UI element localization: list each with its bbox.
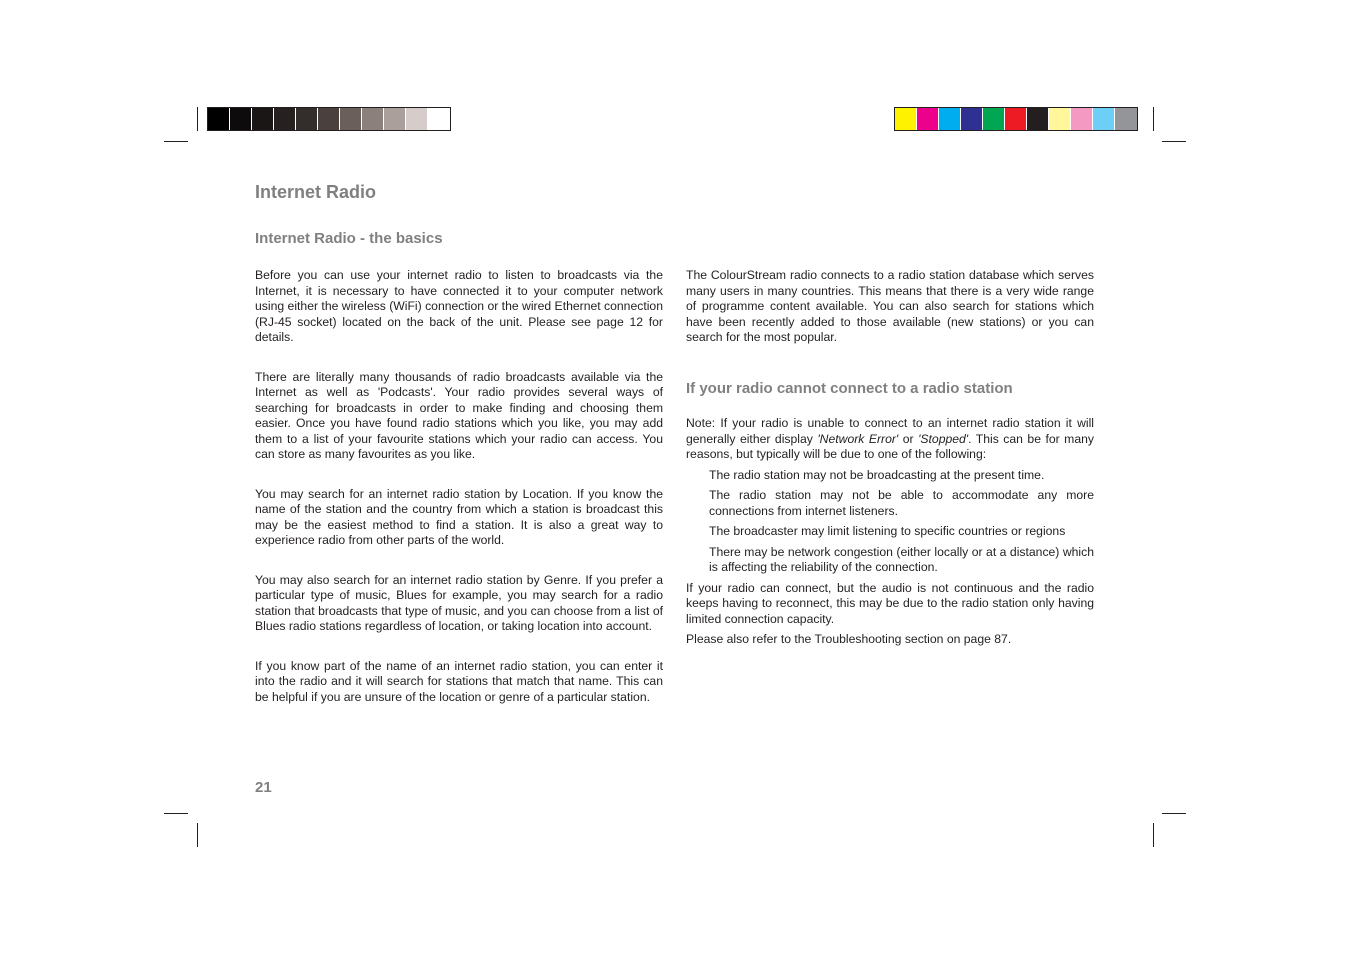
paragraph: Please also refer to the Troubleshooting section on page 87. [686,632,1012,646]
list-item: The radio station may not be broadcasting at the present time. [709,467,1045,482]
paragraph: Before you can use your internet radio to listen to broadcasts via the Internet, it is necessary to have connected it to your computer network using either the wireless (WiFi) connection or the wired Ethernet connection (RJ-45 socket) located on the back of the unit. Please see page 12 for details. [255,268,663,344]
note-text: . This can be for many reasons, but typically will be due to one of the following: [686,431,1094,461]
list-item: The broadcaster may limit listening to specific countries or regions [709,524,1066,538]
color-swatch [1115,108,1137,130]
error-message-stopped: 'Stopped' [918,431,969,446]
process-color-bar [894,107,1138,131]
color-swatch [983,108,1005,130]
color-swatch [296,108,318,130]
error-message-network: 'Network Error' [817,431,899,446]
color-swatch [961,108,983,130]
crop-mark [164,813,188,814]
color-swatch [1093,108,1115,130]
crop-mark [1153,107,1154,131]
note-text: or [898,431,919,446]
color-swatch [428,108,450,130]
section-heading: Internet Radio - the basics [255,230,443,247]
right-column [686,268,1094,346]
color-swatch [895,108,917,130]
color-swatch [230,108,252,130]
color-swatch [1027,108,1049,130]
list-item: The radio station may not be able to accommodate any more connections from internet listeners. [709,488,1094,518]
troubleshooting-heading: If your radio cannot connect to a radio station [686,380,1013,397]
grayscale-color-bar [207,107,451,131]
crop-mark [197,823,198,847]
color-swatch [917,108,939,130]
crop-mark [1153,823,1154,847]
page-number: 21 [255,779,272,796]
page-title: Internet Radio [255,182,377,202]
color-swatch [406,108,428,130]
color-swatch [362,108,384,130]
color-swatch [384,108,406,130]
paragraph: If your radio can connect, but the audio is not continuous and the radio keeps having to reconnect, this may be due to the radio station only having limited connection capacity. [686,580,1094,626]
troubleshooting-body [686,416,1094,648]
crop-mark [164,141,188,142]
color-swatch [252,108,274,130]
color-swatch [1071,108,1093,130]
color-swatch [939,108,961,130]
paragraph: If you know part of the name of an internet radio station, you can enter it into the radio and it will search for stations that match that name. This can be helpful if you are unsure of the location or genre of a particular station. [255,658,663,704]
color-swatch [274,108,296,130]
left-column [255,268,663,705]
paragraph: The ColourStream radio connects to a radio station database which serves many users in many countries. This means that there is a very wide range of programme content available. You can also search for stations which have been recently added to those available (new stations) or you can search for the most popular. [686,268,1094,344]
color-swatch [1005,108,1027,130]
crop-mark [197,107,198,131]
color-swatch [318,108,340,130]
list-item: There may be network congestion (either locally or at a distance) which is affecting the reliability of the connection. [709,544,1094,574]
paragraph: You may search for an internet radio station by Location. If you know the name of the station and the country from which a station is broadcast this may be the easiest method to find a station. It is also a great way to experience radio from other parts of the world. [255,486,663,547]
paragraph: There are literally many thousands of radio broadcasts available via the Internet as well as 'Podcasts'. Your radio provides several ways of searching for broadcasts in order to make finding and choosing them easier. Once you have found radio stations which you like, you may add them to a list of your favourite stations which your radio can access. You can store as many favourites as you like. [255,369,663,461]
color-swatch [208,108,230,130]
color-swatch [340,108,362,130]
paragraph: You may also search for an internet radio station by Genre. If you prefer a particular type of music, Blues for example, you may search for a radio station that broadcasts that type of music, and you can choose from a list of Blues radio stations regardless of location, or taking location into account. [255,572,663,633]
color-swatch [1049,108,1071,130]
crop-mark [1162,813,1186,814]
crop-mark [1162,141,1186,142]
note-paragraph [686,416,1094,463]
note-text: Note: If your radio is unable to connect to an internet radio station it will generally either display [686,416,1094,446]
